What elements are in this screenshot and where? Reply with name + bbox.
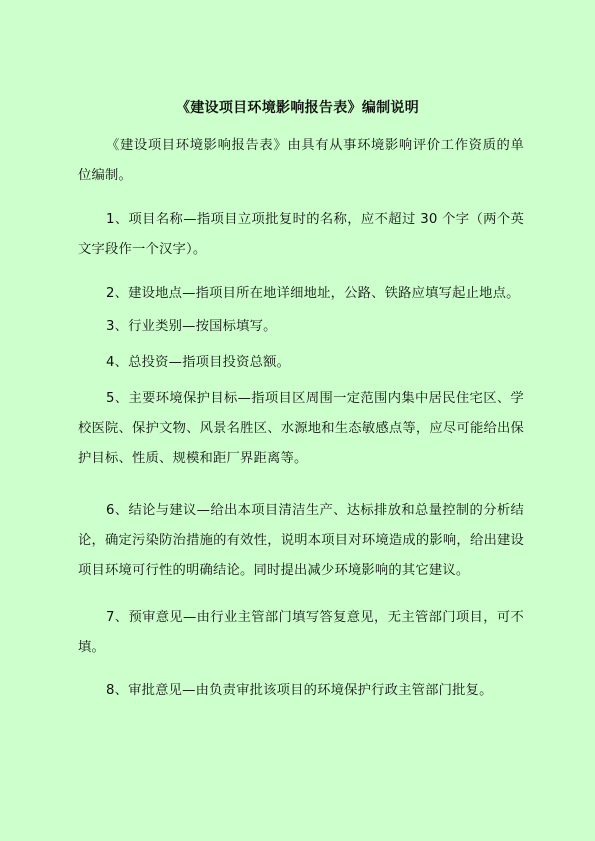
paragraph-intro: 《建设项目环境影响报告表》由具有从事环境影响评价工作资质的单位编制。 (78, 138, 524, 183)
paragraph-project-name: 1、项目名称—指项目立项批复时的名称，应不超过 30 个字（两个英文字段作一个汉字）。 (78, 212, 524, 257)
paragraph-approval: 8、审批意见—由负责审批该项目的环境保护行政主管部门批复。 (106, 683, 493, 698)
paragraph-total-investment: 4、总投资—指项目投资总额。 (106, 355, 291, 370)
paragraph-construction-site: 2、建设地点—指项目所在地详细地址，公路、铁路应填写起止地点。 (106, 286, 520, 301)
paragraph-conclusion: 6、结论与建议—给出本项目清洁生产、达标排放和总量控制的分析结论，确定污染防治措施的有效性，说明本项目对环境造成的影响，给出建设项目环境可行性的明确结论。同时提出减少环境影响的其它建议。 (78, 503, 524, 578)
paragraph-industry-category: 3、行业类别—按国标填写。 (106, 319, 277, 334)
paragraph-protection-targets: 5、主要环境保护目标—指项目区周围一定范围内集中居民住宅区、学校医院、保护文物、风景名胜区、水源地和生态敏感点等，应尽可能给出保护目标、性质、规模和距厂界距离等。 (78, 391, 524, 466)
document-title: 《建设项目环境影响报告表》编制说明 (175, 100, 420, 116)
paragraph-pre-review: 7、预审意见—由行业主管部门填写答复意见，无主管部门项目，可不填。 (78, 610, 524, 655)
